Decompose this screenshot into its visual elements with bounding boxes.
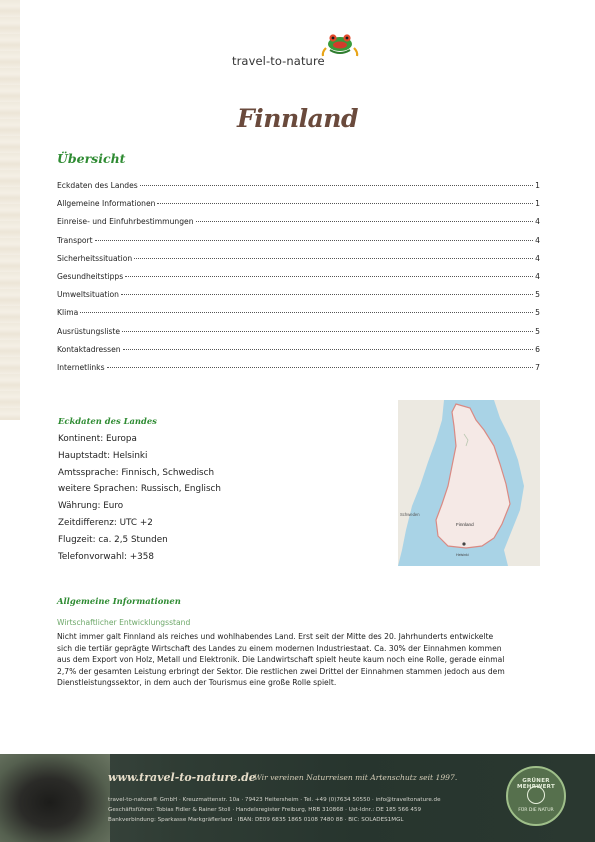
fact-capital: Hauptstadt: Helsinki xyxy=(58,450,148,461)
fact-continent: Kontinent: Europa xyxy=(58,434,137,444)
toc-item-label: Einreise- und Einfuhrbestimmungen xyxy=(57,217,194,227)
toc-item-page: 7 xyxy=(535,362,540,372)
badge-top-text: GRÜNER MEHRWERT xyxy=(516,778,556,790)
toc-item-label: Gesundheitstipps xyxy=(57,271,124,281)
frog-logo-icon xyxy=(320,30,360,60)
finland-map xyxy=(398,400,540,566)
fact-flight-time: Flugzeit: ca. 2,5 Stunden xyxy=(58,534,168,545)
footer-slogan: Wir vereinen Naturreisen mit Artenschutz seit 1997. xyxy=(254,773,458,782)
paper-texture-strip xyxy=(0,0,20,420)
badge-bottom-text: FÜR DIE NATUR xyxy=(518,808,554,813)
toc-item-page: 1 xyxy=(535,181,540,190)
paragraph-line: Nicht immer galt Finnland als reiches und wohlhabendes Land. Erst seit der Mitte des 20. Jahrhunderts entwickelte xyxy=(57,632,494,641)
toc-item-label: Transport xyxy=(57,235,93,245)
toc-leader xyxy=(196,221,534,222)
toc-item[interactable] xyxy=(57,236,540,254)
logo[interactable] xyxy=(232,28,362,72)
toc-item[interactable] xyxy=(57,290,540,308)
toc-leader xyxy=(125,276,533,277)
toc-leader xyxy=(140,185,533,186)
economy-paragraph xyxy=(57,631,541,689)
logo-text: travel-to-nature xyxy=(232,54,325,68)
toc-item[interactable] xyxy=(57,181,540,199)
paragraph-line: aus dem Export von Holz, Metall und Elektronik. Die Landwirtschaft spielt heute kaum noch eine Rolle, gerade einmal xyxy=(57,655,505,664)
fact-official-language: Amtssprache: Finnisch, Schwedisch xyxy=(58,467,215,478)
toc-leader xyxy=(95,240,534,241)
toc-item[interactable] xyxy=(57,345,540,363)
fact-time-difference: Zeitdifferenz: UTC +2 xyxy=(58,517,153,528)
map-label-finland: Finnland xyxy=(456,522,474,527)
toc-item-label: Internetlinks xyxy=(57,362,105,372)
toc-item-label: Eckdaten des Landes xyxy=(57,181,138,190)
facts-heading: Eckdaten des Landes xyxy=(58,416,157,426)
toc-item-page: 4 xyxy=(535,217,540,227)
toc-item[interactable] xyxy=(57,363,540,381)
fact-dialing-code: Telefonvorwahl: +358 xyxy=(58,551,154,562)
map-label-sweden: Schweden xyxy=(400,512,420,517)
footer-address: travel-to-nature® GmbH · Kreuzmattenstr. 10a · 79423 Heitersheim · Tel. +49 (0)7634 50550 · info@traveltonature.de xyxy=(108,797,441,803)
toc-item-page: 5 xyxy=(535,290,540,300)
toc-leader xyxy=(121,294,533,295)
footer xyxy=(0,754,595,842)
facts-list xyxy=(58,434,221,568)
toc-item-page: 1 xyxy=(535,199,540,209)
paragraph-line: 2,7% der gesamten Leistung erbringt der Sektor. Die restlichen zwei Drittel der Einnahmen stammen jedoch aus dem xyxy=(57,666,505,676)
toc-item-label: Klima xyxy=(57,308,79,318)
toc-item[interactable] xyxy=(57,217,540,235)
footer-company-info: Geschäftsführer: Tobias Fidler & Rainer Stoll · Handelsregister Freiburg, HRB 310868 · Ust-Idnr.: DE 185 566 459 xyxy=(108,807,422,813)
toc-leader xyxy=(157,203,533,204)
toc-item[interactable] xyxy=(57,199,540,217)
toc-leader xyxy=(80,312,533,313)
toc-item[interactable] xyxy=(57,308,540,326)
fact-other-languages: weitere Sprachen: Russisch, Englisch xyxy=(58,484,221,495)
toc-item-page: 4 xyxy=(535,271,540,281)
table-of-contents xyxy=(57,181,540,381)
toc-leader xyxy=(123,349,534,350)
general-info-heading: Allgemeine Informationen xyxy=(57,596,181,606)
toc-item-page: 4 xyxy=(535,235,540,245)
toc-item[interactable] xyxy=(57,272,540,290)
toc-leader xyxy=(122,331,533,332)
gorilla-photo xyxy=(0,754,110,842)
toc-item[interactable] xyxy=(57,254,540,272)
toc-item-label: Umweltsituation xyxy=(57,290,119,300)
toc-leader xyxy=(134,258,533,259)
toc-item-label: Sicherheitssituation xyxy=(57,253,133,263)
toc-item[interactable] xyxy=(57,327,540,345)
toc-item-page: 6 xyxy=(535,344,540,354)
toc-leader xyxy=(107,367,534,368)
green-value-badge xyxy=(506,766,566,826)
fact-currency: Währung: Euro xyxy=(58,501,124,512)
toc-item-page: 5 xyxy=(535,326,540,336)
paragraph-line: sich die tertiär geprägte Wirtschaft des Landes zu einem modernen Industriestaat. Ca. 30% der Einnahmen kommen xyxy=(57,643,502,653)
leaf-heart-icon xyxy=(527,786,545,804)
paragraph-line: Dienstleistungssektor, in dem auch der Tourismus eine große Rolle spielt. xyxy=(57,678,337,687)
page-title: Finnland xyxy=(237,104,358,133)
map-label-helsinki: Helsinki xyxy=(456,553,469,557)
toc-item-label: Ausrüstungsliste xyxy=(57,326,121,336)
toc-item-page: 5 xyxy=(535,308,540,318)
footer-bank-info: Bankverbindung: Sparkasse Markgräflerland · IBAN: DE09 6835 1865 0108 7480 88 · BIC: SOLADES1MGL xyxy=(108,817,404,823)
toc-item-label: Allgemeine Informationen xyxy=(57,199,156,209)
toc-item-label: Kontaktadressen xyxy=(57,344,121,354)
overview-heading: Übersicht xyxy=(57,151,126,166)
toc-item-page: 4 xyxy=(535,253,540,263)
economy-subheading: Wirtschaftlicher Entwicklungsstand xyxy=(57,618,191,627)
footer-website-link[interactable]: www.travel-to-nature.de xyxy=(108,771,256,784)
